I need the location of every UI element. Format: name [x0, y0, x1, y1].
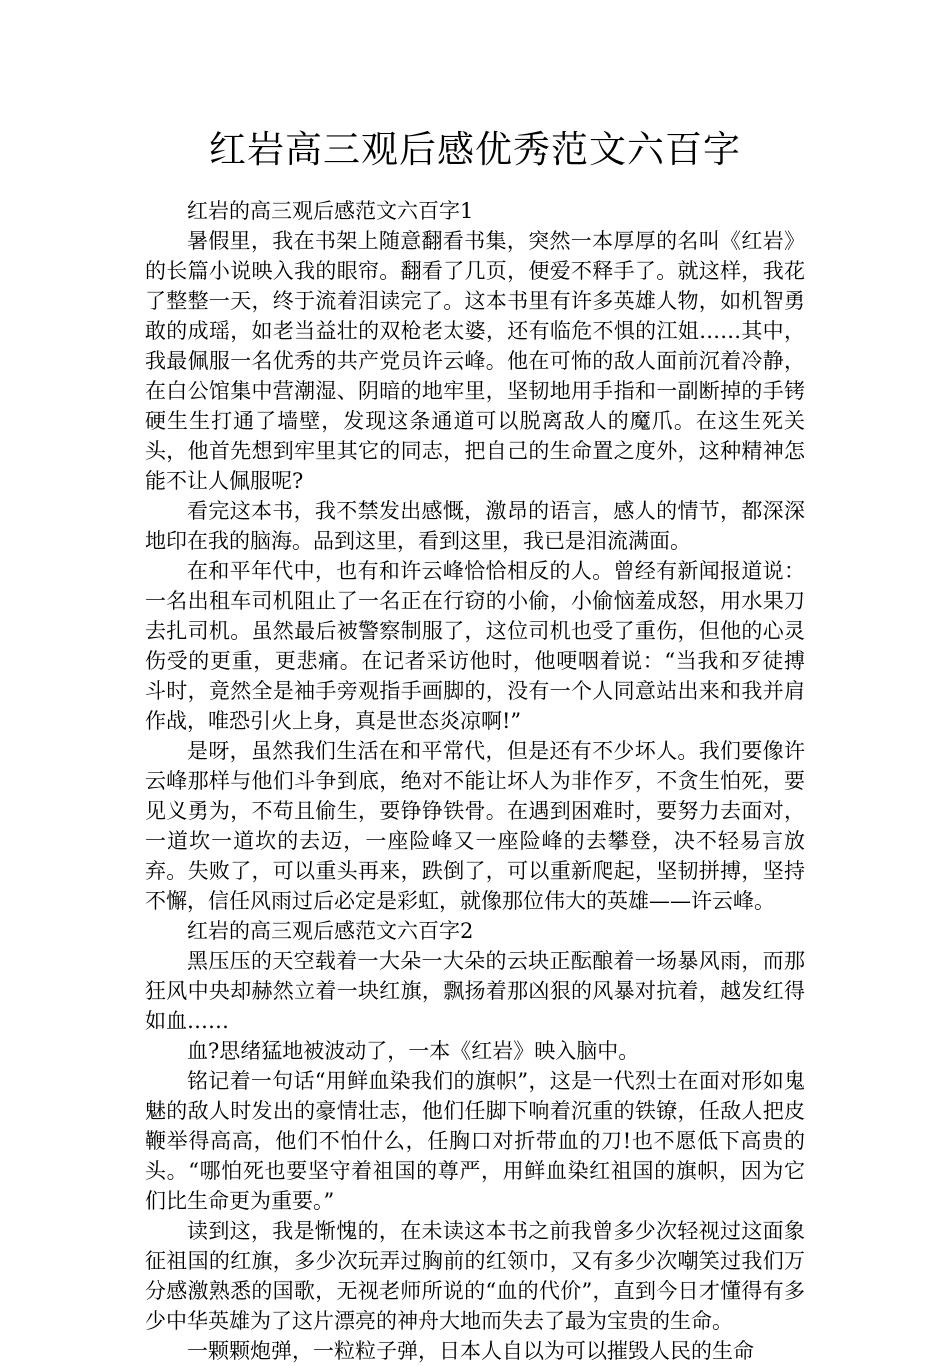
- document-title: 红岩高三观后感优秀范文六百字: [209, 128, 741, 171]
- paragraph: 暑假里，我在书架上随意翻看书集，突然一本厚厚的名叫《红岩》的长篇小说映入我的眼帘。翻看了几页，便爱不释手了。就这样，我花了整整一天，终于流着泪读完了。这本书里有许多英雄人物，如机智勇敢的成瑶，如老当益壮的双枪老太婆，还有临危不惧的江姐……其中，我最佩服一名优秀的共产党员许云峰。他在可怖的敌人面前沉着冷静，在白公馆集中营潮湿、阴暗的地牢里，坚韧地用手指和一副断掉的手铐硬生生打通了墙壁，发现这条通道可以脱离敌人的魔爪。在这生死关头，他首先想到牢里其它的同志，把自己的生命置之度外，这种精神怎能不让人佩服呢?: [145, 229, 805, 493]
- section-heading-2: 红岩的高三观后感范文六百字2: [187, 919, 474, 943]
- paragraph: 血?思绪猛地被波动了，一本《红岩》映入脑中。: [187, 1039, 640, 1063]
- paragraph: 一颗颗炮弹，一粒粒子弹，日本人自以为可以摧毁人民的生命: [187, 1339, 754, 1363]
- paragraph: 是呀，虽然我们生活在和平常代，但是还有不少坏人。我们要像许云峰那样与他们斗争到底，绝对不能让坏人为非作歹，不贪生怕死，要见义勇为，不苟且偷生，要铮铮铁骨。在遇到困难时，要努力去面对，一道坎一道坎的去迈，一座险峰又一座险峰的去攀登，决不轻易言放弃。失败了，可以重头再来，跌倒了，可以重新爬起，坚韧拼搏，坚持不懈，信任风雨过后必定是彩虹，就像那位伟大的英雄——许云峰。: [145, 739, 805, 913]
- document-body: [145, 196, 805, 1366]
- paragraph: 在和平年代中，也有和许云峰恰恰相反的人。曾经有新闻报道说：一名出租车司机阻止了一名正在行窃的小偷，小偷恼羞成怒，用水果刀去扎司机。虽然最后被警察制服了，这位司机也受了重伤，但他的心灵伤受的更重，更悲痛。在记者采访他时，他哽咽着说：“当我和歹徒搏斗时，竟然全是袖手旁观指手画脚的，没有一个人同意站出来和我并肩作战，唯恐引火上身，真是世态炎凉啊!”: [145, 559, 805, 733]
- section-heading-1: 红岩的高三观后感范文六百字1: [187, 199, 474, 223]
- paragraph: 读到这，我是惭愧的，在未读这本书之前我曾多少次轻视过这面象征祖国的红旗，多少次玩弄过胸前的红领巾，又有多少次嘲笑过我们万分感激熟悉的国歌，无视老师所说的“血的代价”，直到今日才懂得有多少中华英雄为了这片漂亮的神舟大地而失去了最为宝贵的生命。: [145, 1219, 805, 1333]
- paragraph: 看完这本书，我不禁发出感慨，激昂的语言，感人的情节，都深深地印在我的脑海。品到这里，看到这里，我已是泪流满面。: [145, 499, 805, 553]
- paragraph: 黑压压的天空载着一大朵一大朵的云块正酝酿着一场暴风雨，而那狂风中央却赫然立着一块红旗，飘扬着那凶狠的风暴对抗着，越发红得如血……: [145, 949, 805, 1033]
- paragraph: 铭记着一句话“用鲜血染我们的旗帜”，这是一代烈士在面对形如鬼魅的敌人时发出的豪情壮志，他们任脚下响着沉重的铁镣，任敌人把皮鞭举得高高，他们不怕什么，任胸口对折带血的刀!也不愿低下高贵的头。“哪怕死也要坚守着祖国的尊严，用鲜血染红祖国的旗帜，因为它们比生命更为重要。”: [145, 1069, 805, 1213]
